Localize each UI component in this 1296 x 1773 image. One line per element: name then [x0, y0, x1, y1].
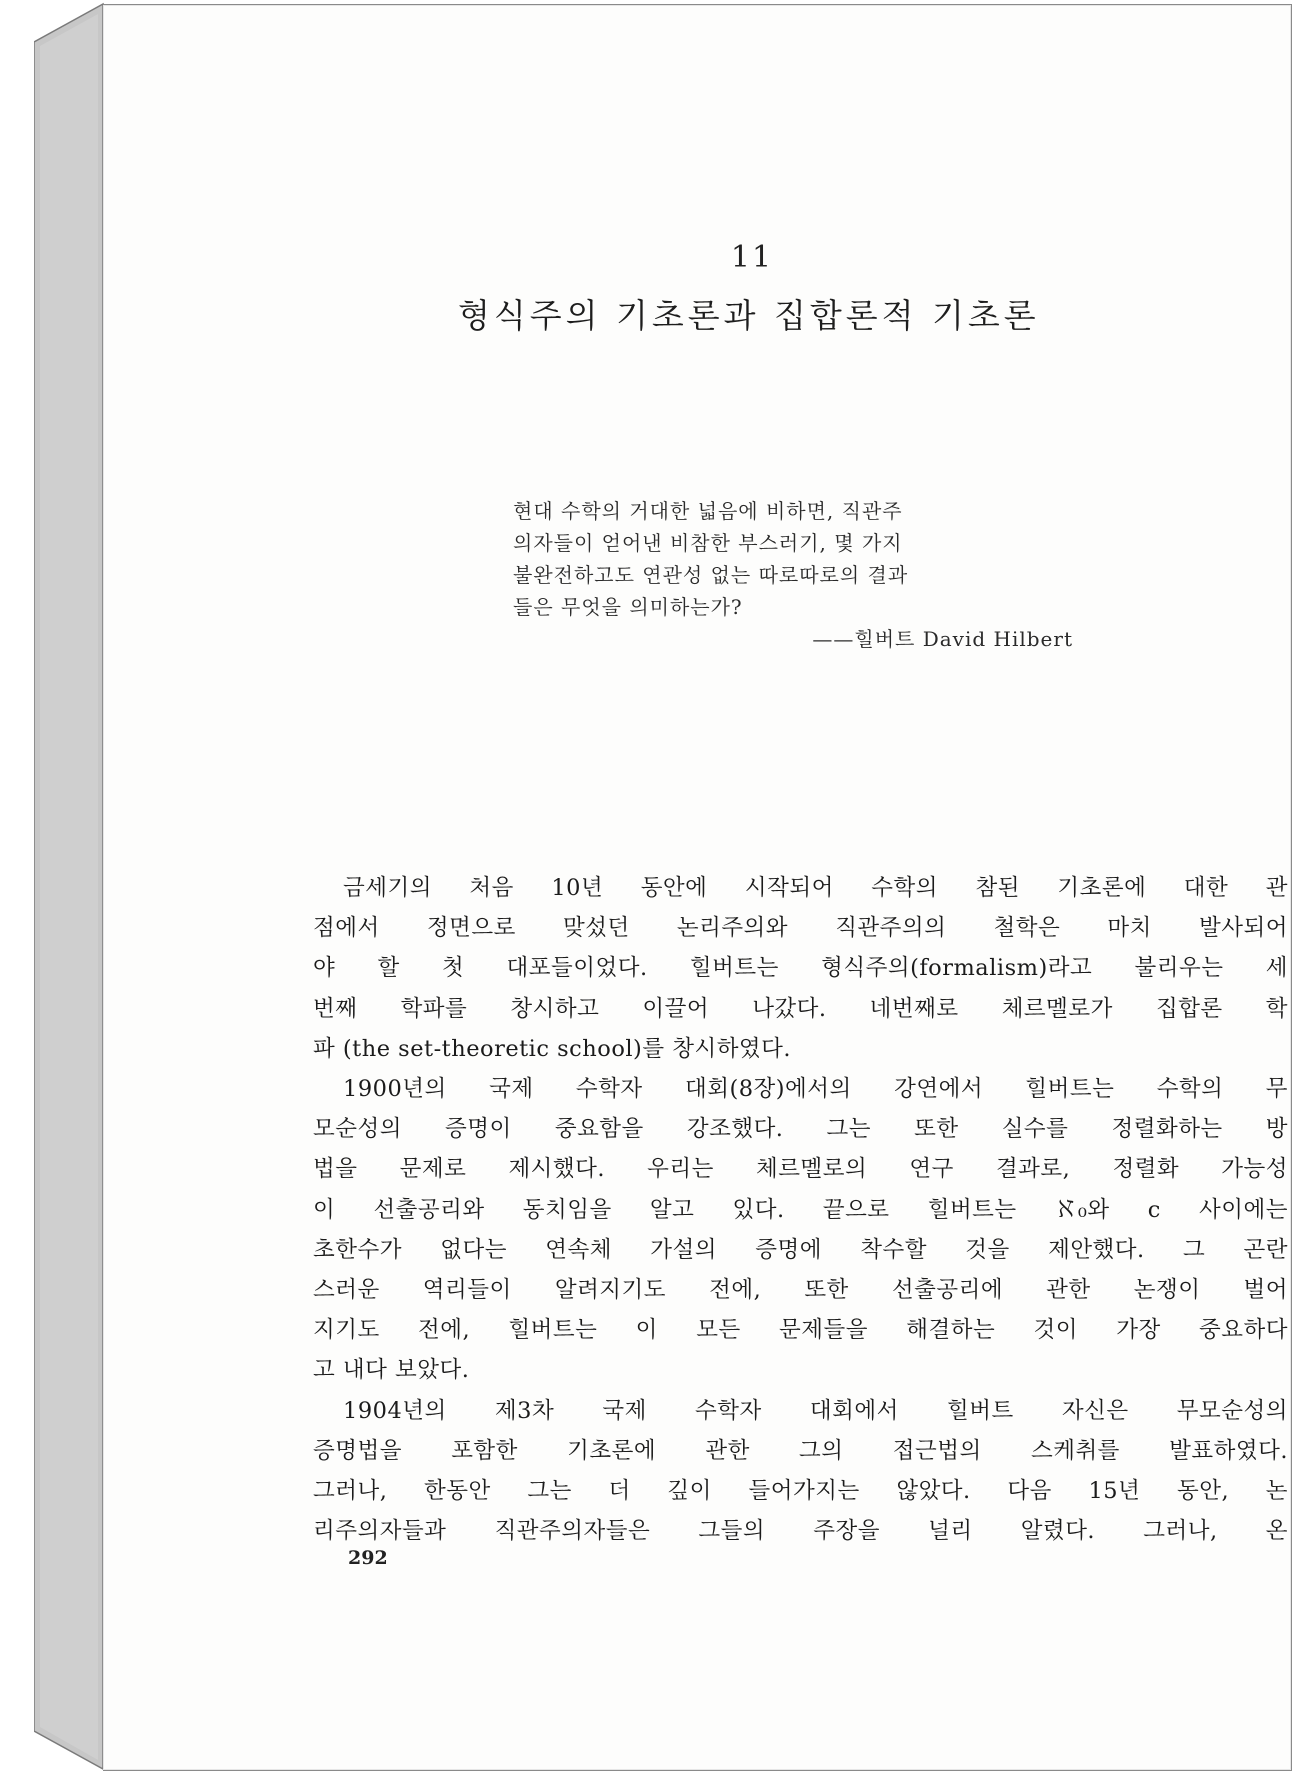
page-number: 292	[348, 1547, 388, 1569]
body-line: 리주의자들과 직관주의자들은 그들의 주장을 널리 알렸다. 그러나, 온	[313, 1518, 1288, 1545]
body-line: 금세기의 처음 10년 동안에 시작되어 수학의 참된 기초론에 대한 관	[343, 875, 1288, 901]
book-page	[103, 4, 1292, 1771]
body-line: 1900년의 국제 수학자 대회(8장)에서의 강연에서 힐버트는 수학의 무	[343, 1076, 1288, 1103]
body-line: 파 (the set-theoretic school)를 창시하였다.	[313, 1035, 792, 1062]
body-line: 번째 학파를 창시하고 이끌어 나갔다. 네번째로 체르멜로가 집합론 학	[313, 995, 1288, 1022]
body-line: 지기도 전에, 힐버트는 이 모든 문제들을 해결하는 것이 가장 중요하다	[313, 1317, 1288, 1344]
epigraph-line: 현대 수학의 거대한 넓음에 비하면, 직관주	[513, 499, 903, 523]
body-line: 증명법을 포함한 기초론에 관한 그의 접근법의 스케취를 발표하였다.	[313, 1437, 1288, 1464]
body-line: 점에서 정면으로 맞섰던 논리주의와 직관주의의 철학은 마치 발사되어	[313, 915, 1288, 942]
body-line: 그러나, 한동안 그는 더 깊이 들어가지는 않았다. 다음 15년 동안, 논	[313, 1478, 1288, 1505]
body-line: 고 내다 보았다.	[313, 1357, 470, 1384]
body-line: 1904년의 제3차 국제 수학자 대회에서 힐버트 자신은 무모순성의	[343, 1397, 1288, 1424]
epigraph-line: 불완전하고도 연관성 없는 따로따로의 결과	[513, 563, 909, 587]
epigraph-attribution: ——힐버트 David Hilbert	[812, 627, 1073, 651]
body-text	[313, 868, 1288, 1551]
body-line: 법을 문제로 제시했다. 우리는 체르멜로의 연구 결과로, 정렬화 가능성	[313, 1156, 1288, 1183]
chapter-number: 11	[730, 240, 774, 275]
body-line: 초한수가 없다는 연속체 가설의 증명에 착수할 것을 제안했다. 그 곤란	[313, 1236, 1288, 1263]
epigraph-line: 의자들이 얻어낸 비참한 부스러기, 몇 가지	[513, 531, 903, 555]
chapter-title: 형식주의 기초론과 집합론적 기초론	[458, 296, 1040, 335]
body-line: 모순성의 증명이 중요함을 강조했다. 그는 또한 실수를 정렬화하는 방	[313, 1116, 1288, 1143]
body-line: 야 할 첫 대포들이었다. 힐버트는 형식주의(formalism)라고 불리우는 세	[313, 955, 1288, 982]
epigraph	[513, 495, 1083, 655]
body-line: 스러운 역리들이 알려지기도 전에, 또한 선출공리에 관한 논쟁이 벌어	[313, 1277, 1288, 1304]
body-line: 이 선출공리와 동치임을 알고 있다. 끝으로 힐버트는 ℵ₀와 c 사이에는	[313, 1196, 1288, 1223]
epigraph-line: 들은 무엇을 의미하는가?	[513, 595, 743, 619]
